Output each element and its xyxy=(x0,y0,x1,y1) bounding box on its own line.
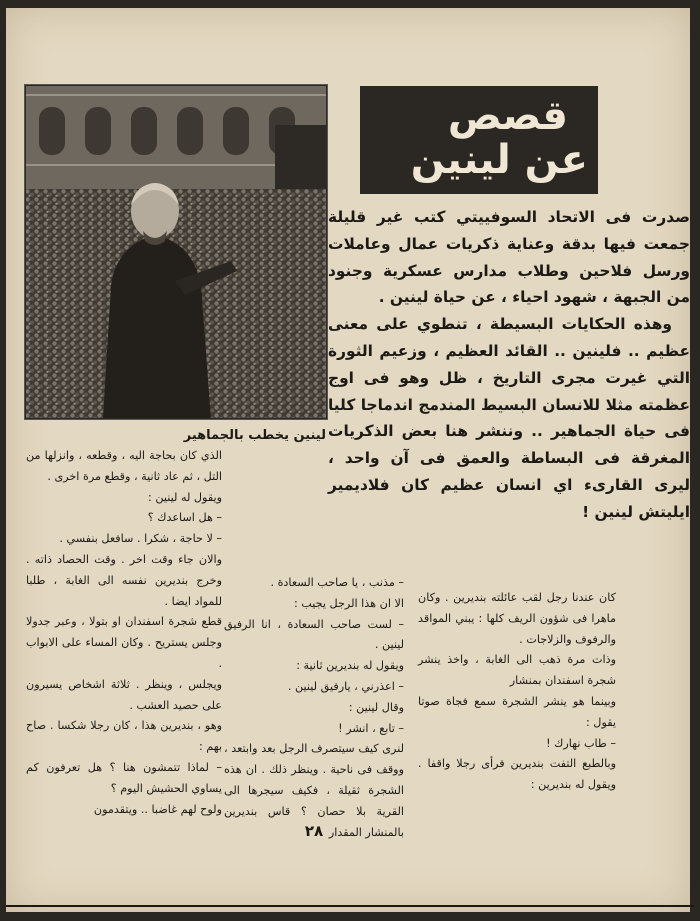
paragraph: – لا حاجة ، شكرا . سافعل بنفسي . xyxy=(59,532,222,546)
page-number: ٢٨ xyxy=(304,822,324,840)
bottom-rule xyxy=(6,905,694,907)
paragraph: – تابع ، انشر ! xyxy=(338,721,404,735)
paragraph: – طاب نهارك ! xyxy=(546,736,616,750)
paragraph: – هل اساعدك ؟ xyxy=(147,511,222,525)
paragraph: وبينما هو ينشر الشجرة سمع فجاة صوتا يقول : xyxy=(418,694,616,729)
title-box xyxy=(360,86,598,194)
paragraph: وبالطبع التفت بنديرين فرأى رجلا واقفا . ويقول له بنديرين : xyxy=(418,757,616,792)
paragraph: – لست صاحب السعادة ، انا الرفيق لينين . xyxy=(224,617,404,652)
paragraph: لنرى كيف سيتصرف الرجل بعد وابتعد ، ووقف فى ناحية . وينظر ذلك . ان هذه الشجرة ثقيلة ، فكيف سيجرها الى القرية بلا حصان ؟ قاس بنديرين بالمنشار المقدار xyxy=(224,742,404,839)
paragraph: وهو ، بنديرين هذا ، كان رجلا شكسا . صاح بهم : xyxy=(26,719,222,754)
magazine-page xyxy=(6,8,690,912)
title-line-1: قصص xyxy=(447,93,568,139)
paragraph: وقال لينين : xyxy=(348,700,404,714)
paragraph: وذات مرة ذهب الى الغابة ، واخذ ينشر شجرة اسفندان بمنشار xyxy=(418,653,616,688)
column-left xyxy=(26,446,222,820)
paragraph: ويجلس ، وينظر . ثلاثة اشخاص يسيرون على حصيد العشب . xyxy=(26,677,222,712)
column-middle xyxy=(224,573,404,843)
intro-text xyxy=(328,204,690,526)
lenin-photo xyxy=(24,84,328,420)
intro-paragraph: صدرت فى الاتحاد السوفييتي كتب غير قليلة جمعت فيها بدقة وعناية ذكريات عمال وعاملات ورسل فلاحين وطلاب مدارس عسكرية وجنود من الجبهة ، شهود احياء ، عن حياة لينين . xyxy=(328,208,690,307)
photo-image xyxy=(25,85,327,419)
paragraph: – اعذرني ، يارفيق لينين . xyxy=(287,679,404,693)
paragraph: – مذنب ، يا صاحب السعادة . xyxy=(270,576,404,589)
column-right xyxy=(418,588,616,796)
paragraph: قطع شجرة اسفندان او بتولا ، وعبر جدولا وجلس يستريح . وكان المساء على الابواب . xyxy=(26,615,222,670)
paragraph: الذي كان بحاجة اليه ، وقطعه ، وانزلها من التل ، ثم عاد ثانية ، وقطع مرة اخرى . xyxy=(26,449,222,483)
paragraph: كان عندنا رجل لقب عائلته بنديرين . وكان ماهرا فى شؤون الريف كلها : يبني المواقد والرفوف والزلاجات . xyxy=(418,591,616,646)
title-line-2: عن لينين xyxy=(410,137,588,183)
photo-caption: لينين يخطب بالجماهير xyxy=(183,428,326,443)
paragraph: ويقول له لينين : xyxy=(148,490,222,504)
paragraph: – لماذا تتمشون هنا ؟ هل تعرفون كم يساوي الحشيش اليوم ؟ xyxy=(26,760,222,795)
paragraph: والان جاء وقت اخر . وقت الحصاد ذاته . وخرج بنديرين نفسه الى الغابة ، طلبا للمواد ايضا . xyxy=(26,552,222,608)
paragraph: الا ان هذا الرجل يجيب : xyxy=(293,596,404,610)
paragraph: ويقول له بنديرين ثانية : xyxy=(296,659,404,673)
paragraph: ولوح لهم غاضبا .. ويتقدمون xyxy=(93,802,222,816)
intro-paragraph: وهذه الحكايات البسيطة ، تنطوي على معنى عظيم .. فلينين .. القائد العظيم ، وزعيم الثورة التي غيرت مجرى التاريخ ، ظل وهو فى اوج عظمته مثلا للانسان البسيط المندمج اندماجا كليا فى حياة الجماهير .. وننشر هنا بعض الذكريات المغرقة فى البساطة والعمق فى آن واحد ، ليرى القارىء اي انسان عظيم كان فلاديمير ايليتش لينين ! xyxy=(328,315,690,521)
